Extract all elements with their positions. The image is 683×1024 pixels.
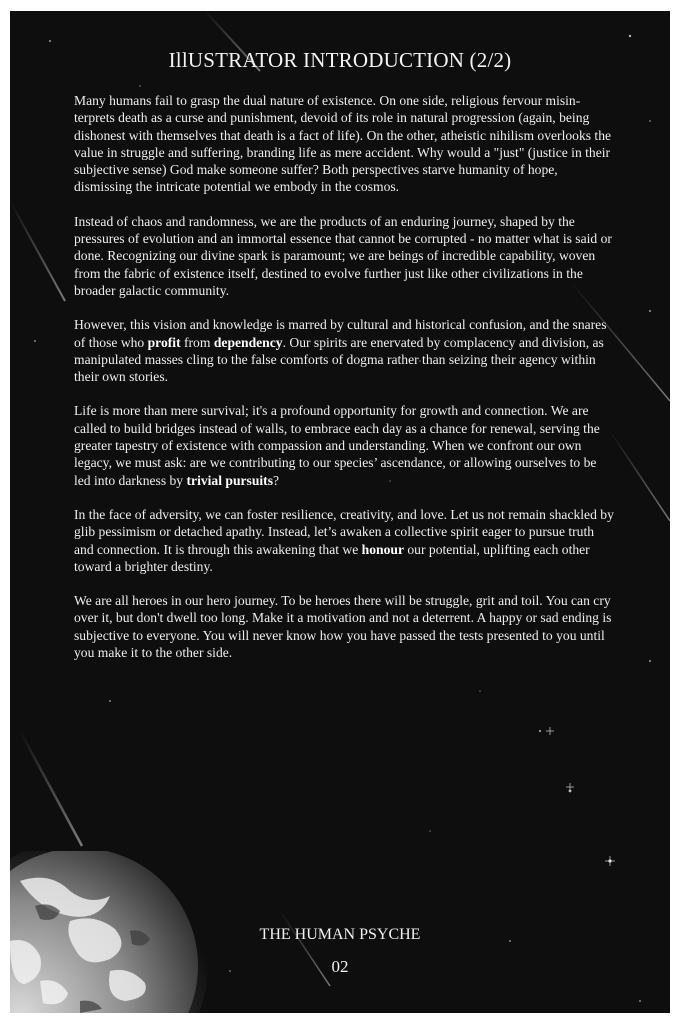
page	[10, 11, 670, 1013]
text-run: Many humans fail to grasp the dual nature of existence. On one side, religious fervour misin-terprets death as a curse and punishment, devoid of its role in natural progression (again, being dishonest with themselves that death is a fact of life). On the other, atheistic nihilism overlooks the value in struggle and suffering, branding life as mere accident. Why would a "just" (justice in their subjective sense) God make someone suffer? Both perspectives starve humanity of hope, dismissing the intricate potential we embody in the cosmos.	[74, 93, 612, 195]
page-title: IllUSTRATOR INTRODUCTION (2/2)	[168, 48, 512, 72]
paragraph	[74, 506, 614, 575]
page-number: 02	[331, 957, 349, 976]
text-run: Instead of chaos and randomness, we are the products of an enduring journey, shaped by the pressures of evolution and an immortal essence that cannot be corrupted - no matter what is said or done. Recognizing our divine spark is paramount; we are beings of incredible capability, woven from the fabric of existence itself, destined to evolve further just like other civilizations in the broader galactic community.	[74, 213, 612, 298]
bold-text: honour	[361, 541, 404, 557]
book-title: THE HUMAN PSYCHE	[259, 926, 421, 943]
text-run: Life is more than mere survival; it's a profound opportunity for growth and connection. We are called to build bridges instead of walls, to embrace each day as a chance for renewal, serving the greater tapestry of existence with compassion and understanding. When we confront our own legacy, we must ask: are we contributing to our species’ ascendance, or allowing ourselves to be led into darkness by	[74, 403, 600, 488]
text-run: In the face of adversity, we can foster resilience, creativity, and love. Let us not remain shackled by glib pessimism or detached apathy. Instead, let’s awaken a collective spirit eager to pursue truth and connection. It is through this awakening that we	[74, 506, 614, 557]
bold-text: dependency	[213, 334, 283, 350]
body-text	[74, 92, 614, 678]
paragraph	[74, 92, 614, 196]
paragraph	[74, 213, 614, 299]
bold-text: profit	[147, 334, 181, 350]
paragraph	[74, 592, 614, 661]
text-run: . Our spirits are enervated by complacency and division, as manipulated masses cling to the false comforts of dogma rather than seizing their agency within their own stories.	[74, 334, 604, 385]
text-run: We are all heroes in our hero journey. To be heroes there will be struggle, grit and toil. You can cry over it, but don't dwell too long. Make it a motivation and not a deterrent. A happy or sad ending is subjective to everyone. You will never know how you have passed the tests presented to you until you make it to the other side.	[74, 593, 612, 661]
text-run: ?	[273, 472, 280, 488]
text-run: our potential, uplifting each other toward a brighter destiny.	[74, 541, 590, 574]
text-run: However, this vision and knowledge is marred by cultural and historical confusion, and the snares of those who	[74, 317, 607, 350]
text-run: from	[180, 334, 214, 350]
bold-text: trivial pursuits	[186, 472, 273, 488]
paragraph	[74, 316, 614, 385]
paragraph	[74, 402, 614, 488]
